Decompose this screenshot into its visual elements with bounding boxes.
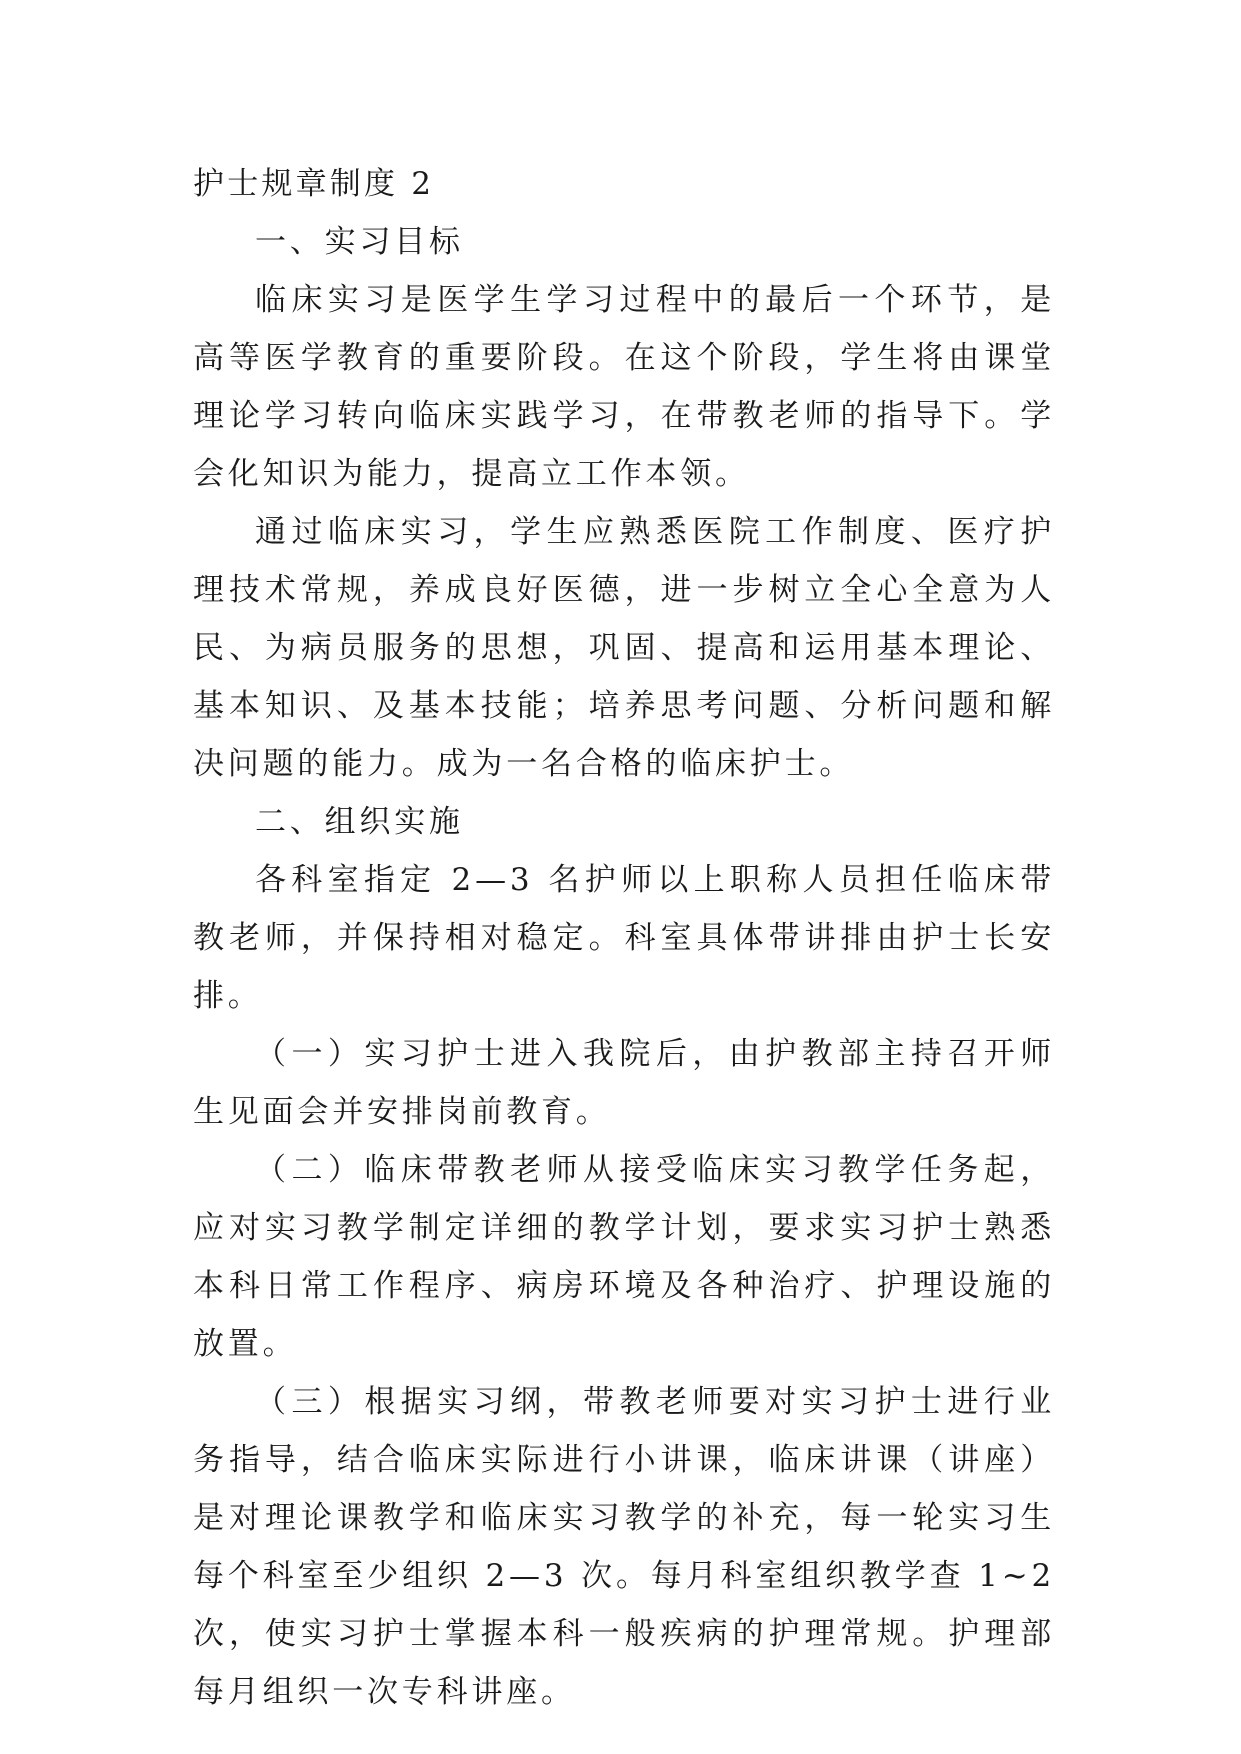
paragraph: 临床实习是医学生学习过程中的最后一个环节，是高等医学教育的重要阶段。在这个阶段，学生将由课堂理论学习转向临床实践学习，在带教老师的指导下。学会化知识为能力，提高立工作本领。: [193, 282, 1055, 492]
section-heading-implementation: 二、组织实施: [255, 804, 464, 840]
paragraph: （一）实习护士进入我院后，由护教部主持召开师生见面会并安排岗前教育。: [193, 1036, 1055, 1130]
paragraph: （三）根据实习纲，带教老师要对实习护士进行业务指导，结合临床实际进行小讲课，临床讲课（讲座）是对理论课教学和临床实习教学的补充，每一轮实习生每个科室至少组织 2—3 次。每月科室组织教学查 1~2 次，使实习护士掌握本科一般疾病的护理常规。护理部每月组织一次专科讲座。: [193, 1384, 1055, 1710]
paragraph: 各科室指定 2—3 名护师以上职称人员担任临床带教老师，并保持相对稳定。科室具体带讲排由护士长安排。: [193, 862, 1055, 1014]
document-body: [193, 155, 1055, 1721]
paragraph: 通过临床实习，学生应熟悉医院工作制度、医疗护理技术常规，养成良好医德，进一步树立全心全意为人民、为病员服务的思想，巩固、提高和运用基本理论、基本知识、及基本技能；培养思考问题、分析问题和解决问题的能力。成为一名合格的临床护士。: [193, 514, 1055, 782]
document-title: 护士规章制度 2: [193, 166, 435, 202]
paragraph: （二）临床带教老师从接受临床实习教学任务起，应对实习教学制定详细的教学计划，要求实习护士熟悉本科日常工作程序、病房环境及各种治疗、护理设施的放置。: [193, 1152, 1055, 1362]
section-heading-goals: 一、实习目标: [255, 224, 464, 260]
